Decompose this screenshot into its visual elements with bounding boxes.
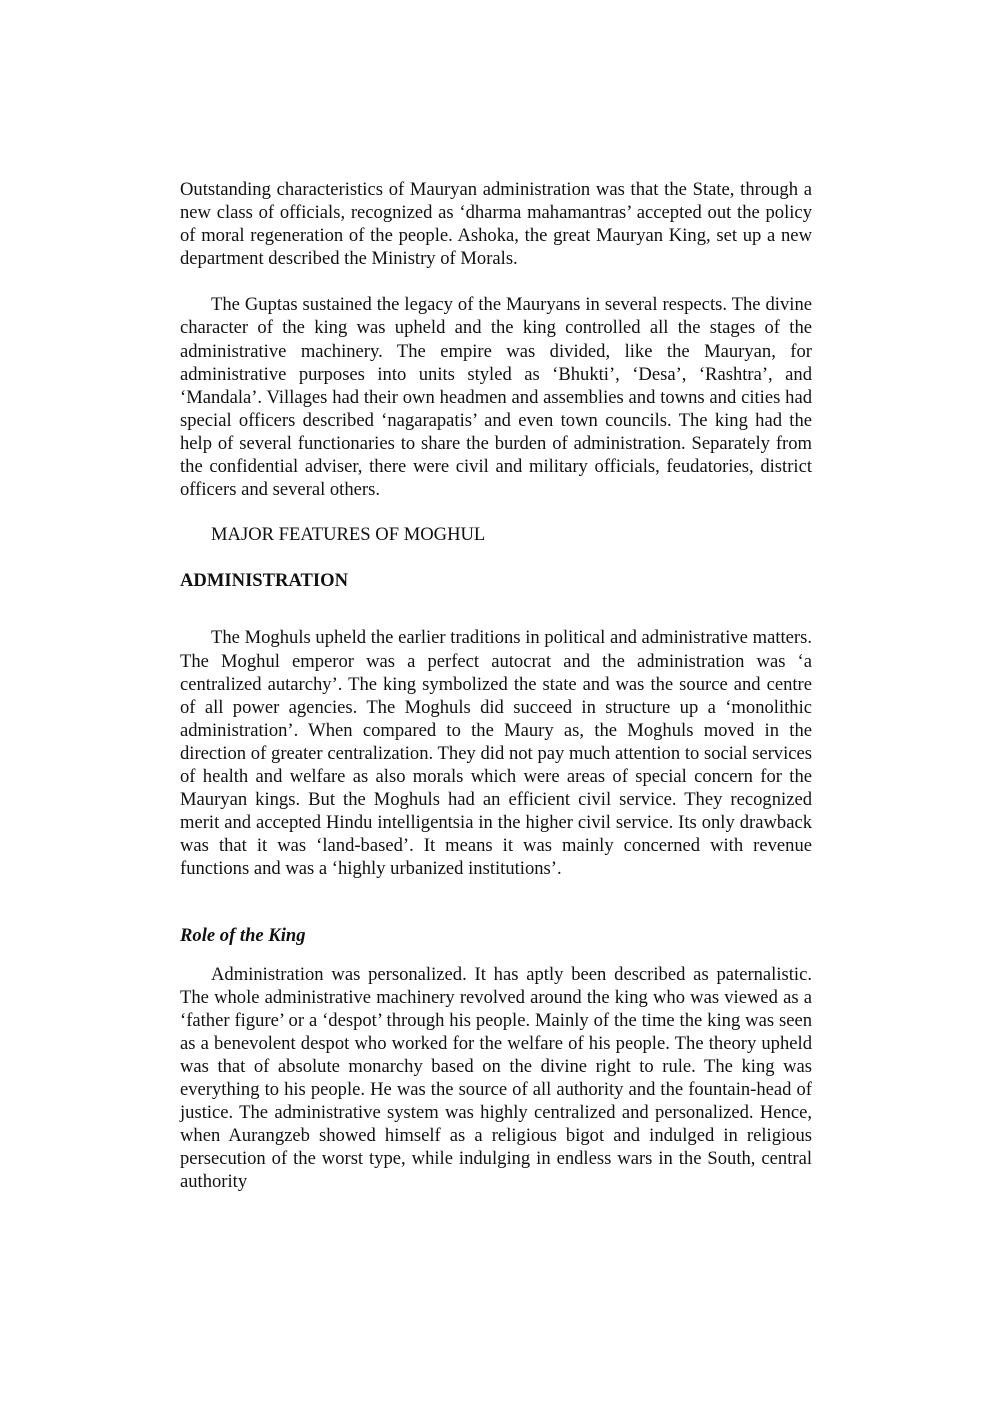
document-page — [180, 178, 812, 1193]
paragraph-moghul-administration: The Moghuls upheld the earlier traditions in political and administrative matters. The Moghul emperor was a perfect autocrat and the administration was ‘a centralized autarchy’. The king symbolized the state and was the source and centre of all power agencies. The Moghuls did succeed in structure up a ‘monolithic administration’. When compared to the Maury as, the Moghuls moved in the direction of greater centralization. They did not pay much attention to social services of health and welfare as also morals which were areas of special concern for the Mauryan kings. But the Moghuls had an efficient civil service. They recognized merit and accepted Hindu intelligentsia in the higher civil service. Its only drawback was that it was ‘land-based’. It means it was mainly concerned with revenue functions and was a ‘highly urbanized institutions’. — [180, 627, 812, 880]
subheading-role-of-the-king: Role of the King — [180, 925, 306, 947]
section-heading-major-features: MAJOR FEATURES OF MOGHUL — [211, 524, 486, 546]
paragraph-mauryan-characteristics: Outstanding characteristics of Mauryan administration was that the State, through a new class of officials, recognized as ‘dharma mahamantras’ accepted out the policy of moral regeneration of the people. Ashoka, the great Mauryan King, set up a new department described the Ministry of Morals. — [180, 179, 812, 270]
paragraph-role-of-king: Administration was personalized. It has aptly been described as paternalistic. The whole administrative machinery revolved around the king who was viewed as a ‘father figure’ or a ‘despot’ through his people. Mainly of the time the king was seen as a benevolent despot who worked for the welfare of his people. The theory upheld was that of absolute monarchy based on the divine right to rule. The king was everything to his people. He was the source of all authority and the fountain-head of justice. The administrative system was highly centralized and personalized. Hence, when Aurangzeb showed himself as a religious bigot and indulged in religious persecution of the worst type, while indulging in endless wars in the South, central authority — [180, 963, 812, 1193]
paragraph-guptas-legacy: The Guptas sustained the legacy of the Mauryans in several respects. The divine character of the king was upheld and the king controlled all the stages of the administrative machinery. The empire was divided, like the Mauryan, for administrative purposes into units styled as ‘Bhukti’, ‘Desa’, ‘Rashtra’, and ‘Mandala’. Villages had their own headmen and assemblies and towns and cities had special officers described ‘nagarapatis’ and even town councils. The king had the help of several functionaries to share the burden of administration. Separately from the confidential adviser, there were civil and military officials, feudatories, district officers and several others. — [180, 294, 812, 501]
section-heading-administration: ADMINISTRATION — [180, 570, 349, 592]
